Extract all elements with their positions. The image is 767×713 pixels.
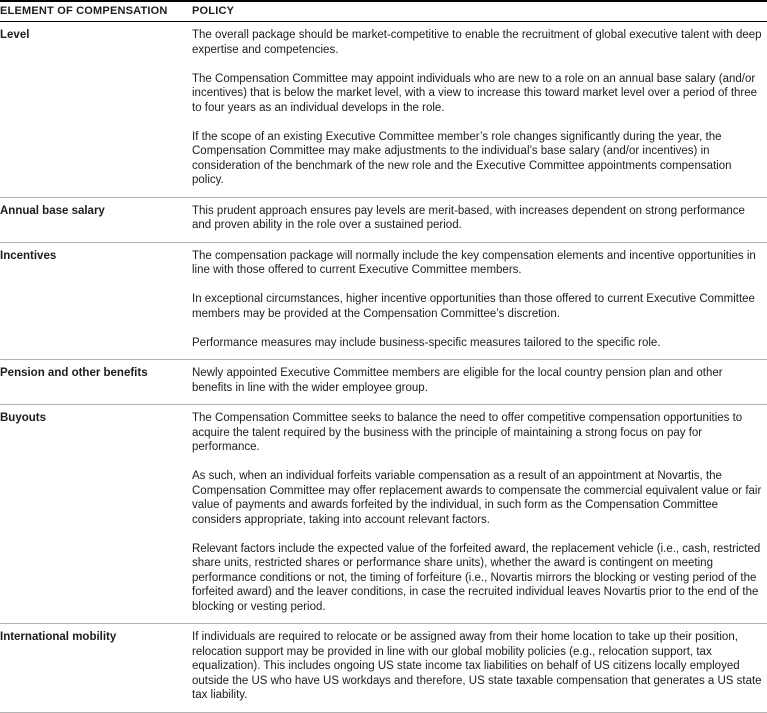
column-header-element-of-compensation: ELEMENT OF COMPENSATION (0, 5, 168, 17)
policy-cell (192, 411, 767, 614)
element-label: Annual base salary (0, 204, 105, 217)
table-row (0, 198, 767, 243)
policy-paragraph: If individuals are required to relocate or be assigned away from their home location to take up their position, relocation support may be provided in line with our global mobility policies (e.g., relocation support, tax equalization). This includes ongoing US state income tax liabilities on behalf of US citizens locally employed outside the US who have US workdays and therefore, US state taxable compensation that generates a US state tax liability. (192, 631, 762, 701)
table-body (0, 22, 767, 713)
policy-paragraph: As such, when an individual forfeits variable compensation as a result of an appointment at Novartis, the Compensation Committee may offer replacement awards to compensate the commercial equivalent value or fair value of payments and awards forfeited by the individual, in such form as the Compensation Committee considers appropriate, taking into account relevant factors. (192, 470, 762, 526)
table-row (0, 624, 767, 713)
column-header-policy: POLICY (192, 5, 235, 17)
policy-cell (192, 366, 767, 395)
policy-paragraph: Newly appointed Executive Committee members are eligible for the local country pension plan and other benefits in line with the wider employee group. (192, 367, 723, 394)
policy-cell (192, 204, 767, 233)
table-row (0, 405, 767, 624)
policy-paragraph: Performance measures may include business-specific measures tailored to the specific role. (192, 336, 661, 349)
element-label: Level (0, 29, 30, 41)
policy-paragraph: The Compensation Committee seeks to balance the need to offer competitive compensation opportunities to acquire the talent required by the business with the principle of maintaining a strong focus on pay for performance. (192, 412, 743, 453)
element-label: International mobility (0, 631, 117, 643)
policy-paragraph: This prudent approach ensures pay levels are merit-based, with increases dependent on strong performance and proven ability in the role over a sustained period. (192, 204, 745, 231)
table-row (0, 243, 767, 361)
table-header-row (0, 0, 767, 22)
policy-cell (192, 249, 767, 351)
policy-paragraph: In exceptional circumstances, higher incentive opportunities than those offered to current Executive Committee members may be provided at the Compensation Committee’s discretion. (192, 293, 755, 320)
policy-paragraph: The Compensation Committee may appoint individuals who are new to a role on an annual base salary (and/or incentives) that is below the market level, with a view to increase this toward market level over a period of three to four years as an individual develops in the role. (192, 72, 758, 114)
element-label: Incentives (0, 249, 57, 262)
table-row (0, 360, 767, 405)
element-label: Pension and other benefits (0, 367, 148, 379)
table-row (0, 22, 767, 198)
policy-paragraph: Relevant factors include the expected value of the forfeited award, the replacement vehicle (i.e., cash, restricted share units, restricted shares or performance share units), whether the award is contingent on meeting performance conditions or not, the timing of forfeiture (i.e., Novartis mirrors the blocking or vesting period of the forfeited award) and the leaver conditions, in case the recruited individual leaves Novartis prior to the end of the blocking or vesting period. (192, 542, 761, 613)
policy-cell (192, 28, 767, 188)
policy-paragraph: The overall package should be market-competitive to enable the recruitment of global executive talent with deep expertise and competencies. (192, 29, 762, 56)
policy-paragraph: If the scope of an existing Executive Committee member’s role changes significantly during the year, the Compensation Committee may make adjustments to the individual’s base salary (and/or incentives) in consideration of the benchmark of the new role and the Executive Committee appointments compensation policy. (192, 130, 732, 186)
policy-paragraph: The compensation package will normally include the key compensation elements and incentive opportunities in line with those offered to current Executive Committee members. (192, 249, 756, 276)
element-label: Buyouts (0, 412, 46, 424)
policy-cell (192, 630, 767, 703)
